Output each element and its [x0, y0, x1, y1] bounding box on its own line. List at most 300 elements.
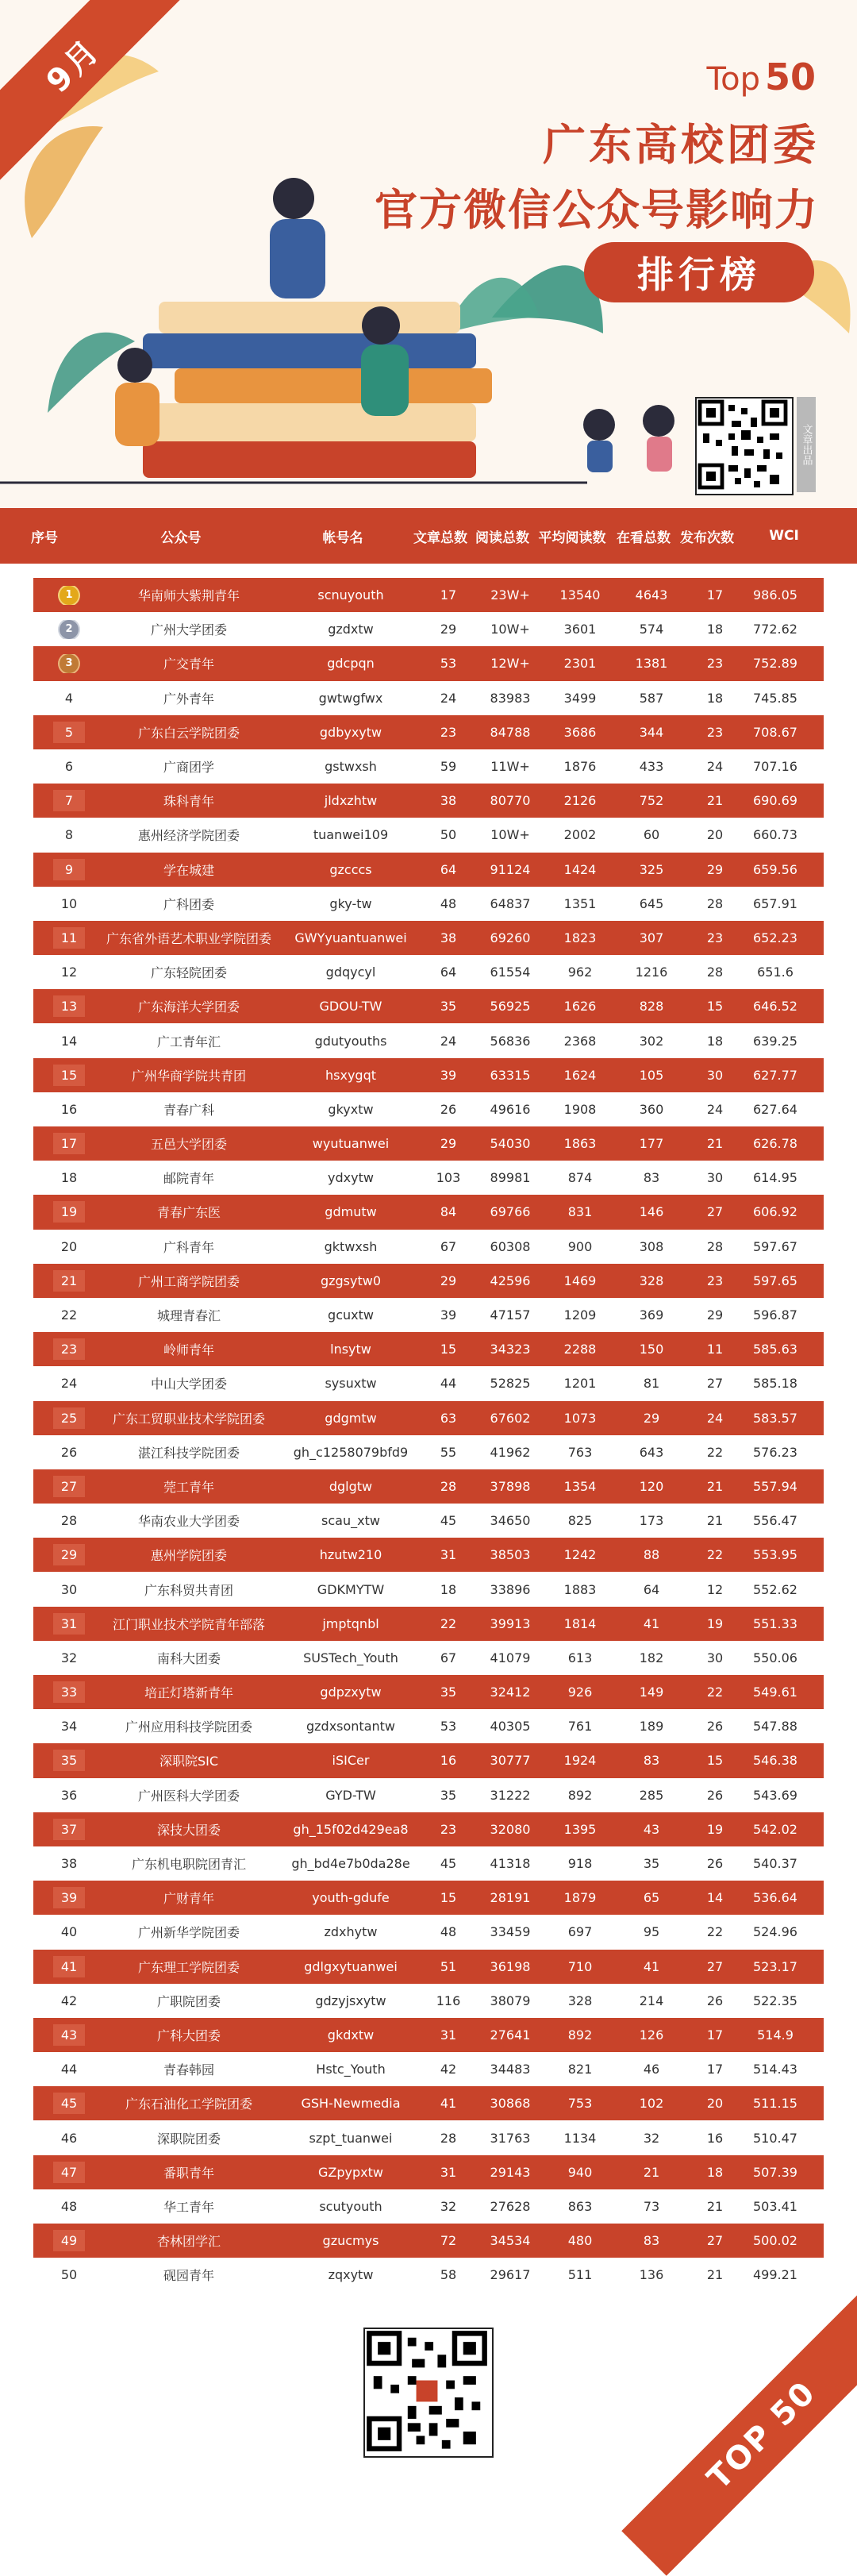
row-name: 莞工青年 — [163, 1479, 214, 1495]
row-publish: 20 — [706, 827, 724, 843]
row-rank — [41, 654, 97, 673]
row-wci: 542.02 — [753, 1821, 797, 1837]
row-looking: 344 — [639, 724, 664, 740]
row-articles: 67 — [440, 1650, 457, 1665]
row-wci: 986.05 — [753, 587, 797, 603]
row-name: 广东省外语艺术职业学院团委 — [106, 930, 271, 946]
row-name: 深职院团委 — [156, 2131, 221, 2147]
row-looking: 1216 — [635, 965, 668, 980]
row-reads: 11W+ — [490, 759, 530, 775]
row-articles: 53 — [440, 656, 457, 672]
row-avg-reads: 863 — [567, 2198, 593, 2214]
table-row — [33, 989, 824, 1023]
row-reads: 34323 — [490, 1342, 531, 1357]
row-account: scau_xtw — [321, 1513, 380, 1529]
rank-number: 41 — [53, 1956, 85, 1977]
row-reads: 49616 — [490, 1101, 531, 1117]
rank-number: 17 — [53, 1133, 85, 1154]
row-reads: 23W+ — [490, 587, 530, 603]
row-articles: 44 — [440, 1376, 457, 1392]
top-label-number: 50 — [764, 56, 816, 98]
row-account: lnsytw — [330, 1342, 371, 1357]
row-looking: 302 — [639, 1033, 664, 1049]
row-articles: 39 — [440, 1307, 457, 1323]
row-articles: 63 — [440, 1410, 457, 1426]
row-account: gh_c1258079bfd9 — [293, 1444, 409, 1460]
row-rank — [41, 1133, 97, 1154]
rank-number: 27 — [53, 1476, 85, 1497]
row-looking: 95 — [643, 1924, 660, 1940]
table-row — [33, 1572, 824, 1606]
page-title-line1: 广东高校团委 — [543, 120, 819, 170]
row-articles: 35 — [440, 1787, 457, 1803]
row-publish: 28 — [706, 895, 724, 911]
row-name: 岭师青年 — [163, 1342, 214, 1358]
row-looking: 41 — [643, 1958, 660, 1974]
gold-medal-icon: 1 — [60, 586, 79, 605]
rank-number: 38 — [60, 1856, 78, 1872]
row-name: 砚园青年 — [163, 2268, 214, 2284]
row-account: gdqycyl — [325, 965, 376, 980]
row-avg-reads: 3686 — [563, 724, 597, 740]
table-row — [33, 1915, 824, 1949]
table-row — [33, 1469, 824, 1504]
qr-caption: 文章出品 — [797, 397, 816, 492]
row-avg-reads: 1924 — [563, 1753, 597, 1769]
row-wci: 507.39 — [753, 2164, 797, 2180]
rank-number: 37 — [53, 1819, 85, 1840]
row-looking: 307 — [639, 930, 664, 945]
row-articles: 59 — [440, 759, 457, 775]
row-looking: 828 — [639, 999, 664, 1015]
row-articles: 28 — [440, 1478, 457, 1494]
row-account: ydxytw — [328, 1170, 374, 1186]
table-row — [33, 2052, 824, 2086]
row-looking: 645 — [639, 895, 664, 911]
table-row — [33, 1675, 824, 1709]
row-looking: 433 — [639, 759, 664, 775]
row-name: 邮院青年 — [163, 1171, 214, 1187]
row-looking: 29 — [643, 1410, 660, 1426]
rank-number: 21 — [53, 1270, 85, 1292]
row-name: 深技大团委 — [156, 1822, 221, 1838]
row-articles: 48 — [440, 895, 457, 911]
row-name: 广财青年 — [163, 1891, 214, 1907]
table-row — [33, 1092, 824, 1126]
row-wci: 514.9 — [757, 2027, 794, 2043]
row-publish: 27 — [706, 1376, 724, 1392]
row-rank — [41, 691, 97, 706]
table-row — [33, 1435, 824, 1469]
row-looking: 360 — [639, 1101, 664, 1117]
rank-number: 40 — [60, 1924, 78, 1940]
row-avg-reads: 1469 — [563, 1273, 597, 1288]
row-name: 深职院SIC — [159, 1754, 219, 1769]
row-rank — [41, 1476, 97, 1497]
row-name: 广东工贸职业技术学院团委 — [112, 1411, 265, 1427]
row-reads: 69766 — [490, 1204, 531, 1220]
table-row — [33, 2155, 824, 2189]
row-wci: 556.47 — [753, 1513, 797, 1529]
row-avg-reads: 613 — [567, 1650, 593, 1665]
row-wci: 646.52 — [753, 999, 797, 1015]
row-reads: 40305 — [490, 1719, 531, 1735]
row-avg-reads: 763 — [567, 1444, 593, 1460]
table-row — [33, 1126, 824, 1161]
row-account: GWYyuantuanwei — [294, 930, 407, 945]
row-wci: 597.67 — [753, 1238, 797, 1254]
row-reads: 41079 — [490, 1650, 531, 1665]
row-publish: 30 — [706, 1650, 724, 1665]
row-looking: 146 — [639, 1204, 664, 1220]
row-looking: 81 — [643, 1376, 660, 1392]
table-row — [33, 1881, 824, 1915]
row-looking: 177 — [639, 1136, 664, 1152]
row-reads: 31763 — [490, 2130, 531, 2146]
table-row — [33, 612, 824, 646]
row-reads: 89981 — [490, 1170, 531, 1186]
row-looking: 83 — [643, 1753, 660, 1769]
row-publish: 21 — [706, 1513, 724, 1529]
rank-number: 29 — [53, 1544, 85, 1565]
row-articles: 38 — [440, 793, 457, 809]
row-publish: 26 — [706, 1993, 724, 2008]
row-avg-reads: 1354 — [563, 1478, 597, 1494]
row-name: 广东海洋大学团委 — [137, 999, 240, 1015]
page-title-line2: 官方微信公众号影响力 — [375, 185, 819, 235]
row-account: dglgtw — [329, 1478, 373, 1494]
table-row — [33, 749, 824, 784]
row-avg-reads: 3601 — [563, 622, 597, 637]
row-reads: 34650 — [490, 1513, 531, 1529]
row-reads: 38079 — [490, 1993, 531, 2008]
row-reads: 32412 — [490, 1685, 531, 1700]
row-account: gdbyxytw — [319, 724, 382, 740]
row-looking: 88 — [643, 1547, 660, 1563]
row-articles: 31 — [440, 2027, 457, 2043]
row-avg-reads: 511 — [567, 2267, 593, 2283]
row-rank — [41, 827, 97, 842]
table-row — [33, 955, 824, 989]
row-publish: 29 — [706, 861, 724, 877]
table-row — [33, 1401, 824, 1435]
row-avg-reads: 1879 — [563, 1890, 597, 1906]
row-reads: 61554 — [490, 965, 531, 980]
header-looking: 在看总数 — [617, 529, 671, 546]
row-rank — [41, 2230, 97, 2251]
row-wci: 549.61 — [753, 1685, 797, 1700]
row-looking: 189 — [639, 1719, 664, 1735]
row-looking: 214 — [639, 1993, 664, 2008]
row-rank — [41, 620, 97, 639]
row-publish: 21 — [706, 793, 724, 809]
row-articles: 24 — [440, 690, 457, 706]
row-reads: 10W+ — [490, 827, 530, 843]
row-avg-reads: 1209 — [563, 1307, 597, 1323]
row-avg-reads: 328 — [567, 1993, 593, 2008]
row-account: jmptqnbl — [322, 1615, 379, 1631]
rank-number: 43 — [53, 2024, 85, 2046]
row-wci: 596.87 — [753, 1307, 797, 1323]
rank-number: 39 — [53, 1887, 85, 1908]
row-wci: 639.25 — [753, 1033, 797, 1049]
row-publish: 19 — [706, 1615, 724, 1631]
row-wci: 606.92 — [753, 1204, 797, 1220]
table-row — [33, 1846, 824, 1881]
row-avg-reads: 2002 — [563, 827, 597, 843]
row-rank — [41, 722, 97, 743]
row-publish: 17 — [706, 2062, 724, 2077]
row-avg-reads: 1626 — [563, 999, 597, 1015]
row-wci: 745.85 — [753, 690, 797, 706]
row-rank — [41, 2093, 97, 2114]
row-wci: 503.41 — [753, 2198, 797, 2214]
row-name: 五邑大学团委 — [150, 1137, 227, 1153]
row-rank — [41, 1065, 97, 1086]
row-rank — [41, 859, 97, 880]
row-publish: 30 — [706, 1067, 724, 1083]
row-publish: 27 — [706, 1204, 724, 1220]
row-rank — [41, 1613, 97, 1635]
row-looking: 136 — [639, 2267, 664, 2283]
row-wci: 536.64 — [753, 1890, 797, 1906]
row-rank — [41, 1719, 97, 1734]
table-row — [33, 1298, 824, 1332]
table-row — [33, 1195, 824, 1229]
row-account: GZpypxtw — [318, 2164, 383, 2180]
row-articles: 23 — [440, 1821, 457, 1837]
row-account: jldxzhtw — [324, 793, 378, 809]
row-avg-reads: 831 — [567, 1204, 593, 1220]
row-account: gzcccs — [329, 861, 372, 877]
row-publish: 15 — [706, 1753, 724, 1769]
row-avg-reads: 892 — [567, 1787, 593, 1803]
row-looking: 126 — [639, 2027, 664, 2043]
row-articles: 17 — [440, 587, 457, 603]
row-wci: 614.95 — [753, 1170, 797, 1186]
row-rank — [41, 1924, 97, 1939]
row-avg-reads: 1883 — [563, 1581, 597, 1597]
row-looking: 21 — [643, 2164, 660, 2180]
row-publish: 24 — [706, 759, 724, 775]
row-publish: 17 — [706, 587, 724, 603]
row-name: 广东白云学院团委 — [137, 725, 240, 741]
row-reads: 33459 — [490, 1924, 531, 1940]
row-reads: 42596 — [490, 1273, 531, 1288]
row-account: gdcpqn — [327, 656, 375, 672]
row-wci: 553.95 — [753, 1547, 797, 1563]
row-reads: 39913 — [490, 1615, 531, 1631]
row-name: 江门职业技术学院青年部落 — [112, 1616, 265, 1632]
row-reads: 27641 — [490, 2027, 531, 2043]
row-looking: 83 — [643, 2233, 660, 2249]
row-reads: 30777 — [490, 1753, 531, 1769]
row-name: 广东科贸共青团 — [144, 1582, 233, 1598]
row-wci: 627.77 — [753, 1067, 797, 1083]
ranking-badge: 排行榜 — [584, 242, 814, 302]
row-publish: 11 — [706, 1342, 724, 1357]
row-articles: 29 — [440, 622, 457, 637]
row-reads: 32080 — [490, 1821, 531, 1837]
row-publish: 23 — [706, 656, 724, 672]
table-row — [33, 1023, 824, 1057]
rank-number: 19 — [53, 1201, 85, 1223]
row-rank — [41, 1887, 97, 1908]
rank-number: 24 — [60, 1376, 78, 1392]
row-wci: 651.6 — [757, 965, 794, 980]
table-row — [33, 1743, 824, 1777]
rank-number: 26 — [60, 1444, 78, 1460]
row-account: gktwxsh — [324, 1238, 378, 1254]
table-row — [33, 1264, 824, 1298]
row-rank — [41, 2024, 97, 2046]
row-name: 中山大学团委 — [150, 1377, 227, 1392]
row-looking: 285 — [639, 1787, 664, 1803]
rank-number: 20 — [60, 1238, 78, 1254]
rank-number: 15 — [53, 1065, 85, 1086]
row-avg-reads: 1424 — [563, 861, 597, 877]
row-looking: 32 — [643, 2130, 660, 2146]
row-articles: 48 — [440, 1924, 457, 1940]
row-avg-reads: 1814 — [563, 1615, 597, 1631]
row-avg-reads: 1624 — [563, 1067, 597, 1083]
rank-number: 49 — [53, 2230, 85, 2251]
row-avg-reads: 1242 — [563, 1547, 597, 1563]
row-articles: 31 — [440, 1547, 457, 1563]
row-name: 番职青年 — [163, 2165, 214, 2181]
table-row — [33, 1161, 824, 1195]
row-rank — [41, 1856, 97, 1871]
row-name: 广科大团委 — [156, 2027, 221, 2043]
row-wci: 690.69 — [753, 793, 797, 809]
row-publish: 20 — [706, 2096, 724, 2112]
row-publish: 19 — [706, 1821, 724, 1837]
row-wci: 657.91 — [753, 895, 797, 911]
row-looking: 173 — [639, 1513, 664, 1529]
row-account: sysuxtw — [325, 1376, 377, 1392]
row-wci: 652.23 — [753, 930, 797, 945]
rank-number: 6 — [64, 759, 74, 775]
top-label-text: Top — [706, 61, 760, 98]
row-articles: 35 — [440, 1685, 457, 1700]
row-wci: 772.62 — [753, 622, 797, 637]
row-rank — [41, 995, 97, 1017]
row-rank — [41, 1650, 97, 1665]
row-publish: 26 — [706, 1719, 724, 1735]
row-account: GSH-Newmedia — [301, 2096, 401, 2112]
row-wci: 597.65 — [753, 1273, 797, 1288]
row-avg-reads: 874 — [567, 1170, 593, 1186]
rank-number: 9 — [53, 859, 85, 880]
row-publish: 26 — [706, 1787, 724, 1803]
header-reads: 阅读总数 — [475, 529, 529, 546]
rank-number: 23 — [53, 1338, 85, 1360]
header-name: 公众号 — [160, 529, 202, 546]
row-avg-reads: 2301 — [563, 656, 597, 672]
row-articles: 15 — [440, 1890, 457, 1906]
row-wci: 540.37 — [753, 1856, 797, 1872]
row-name: 广东石油化工学院团委 — [125, 2097, 252, 2112]
row-articles: 29 — [440, 1136, 457, 1152]
row-rank — [41, 1170, 97, 1185]
row-account: gzdxsontantw — [306, 1719, 396, 1735]
table-row — [33, 578, 824, 612]
row-wci: 626.78 — [753, 1136, 797, 1152]
table-row — [33, 853, 824, 887]
row-account: zqxytw — [328, 2267, 374, 2283]
row-publish: 17 — [706, 2027, 724, 2043]
row-account: gkdxtw — [327, 2027, 375, 2043]
month-ribbon: 9月 — [0, 0, 195, 187]
row-name: 广职院团委 — [156, 1993, 221, 2009]
rank-number: 35 — [53, 1750, 85, 1771]
table-row — [33, 2258, 824, 2292]
ranking-table — [0, 508, 857, 2292]
row-name: 广交青年 — [163, 657, 214, 672]
row-articles: 16 — [440, 1753, 457, 1769]
row-reads: 69260 — [490, 930, 531, 945]
header-qr-code — [695, 397, 794, 495]
table-row — [33, 681, 824, 715]
row-rank — [41, 790, 97, 811]
row-account: gzucmys — [322, 2233, 379, 2249]
row-name: 华工青年 — [163, 2199, 214, 2215]
row-wci: 511.15 — [753, 2096, 797, 2112]
top-label — [706, 56, 816, 98]
row-name: 青春韩园 — [163, 2062, 214, 2078]
row-articles: 31 — [440, 2164, 457, 2180]
row-publish: 24 — [706, 1410, 724, 1426]
table-row — [33, 1058, 824, 1092]
row-account: tuanwei109 — [313, 827, 389, 843]
row-name: 惠州经济学院团委 — [137, 828, 240, 844]
row-articles: 32 — [440, 2198, 457, 2214]
row-reads: 47157 — [490, 1307, 531, 1323]
row-rank — [41, 2131, 97, 2146]
row-looking: 1381 — [635, 656, 668, 672]
row-publish: 28 — [706, 965, 724, 980]
row-avg-reads: 2126 — [563, 793, 597, 809]
row-rank — [41, 927, 97, 949]
row-name: 广州华商学院共青团 — [131, 1068, 246, 1084]
row-looking: 149 — [639, 1685, 664, 1700]
bronze-medal-icon: 3 — [60, 654, 79, 673]
row-name: 华南师大紫荆青年 — [137, 588, 240, 604]
row-avg-reads: 13540 — [559, 587, 601, 603]
row-articles: 116 — [436, 1993, 461, 2008]
row-publish: 22 — [706, 1685, 724, 1700]
row-reads: 29143 — [490, 2164, 531, 2180]
row-avg-reads: 2368 — [563, 1033, 597, 1049]
row-publish: 14 — [706, 1890, 724, 1906]
row-articles: 42 — [440, 2062, 457, 2077]
row-account: gcuxtw — [328, 1307, 374, 1323]
header-publish: 发布次数 — [680, 529, 734, 546]
row-wci: 514.43 — [753, 2062, 797, 2077]
row-avg-reads: 3499 — [563, 690, 597, 706]
row-articles: 67 — [440, 1238, 457, 1254]
row-wci: 660.73 — [753, 827, 797, 843]
row-articles: 50 — [440, 827, 457, 843]
row-reads: 84788 — [490, 724, 531, 740]
row-name: 广工青年汇 — [156, 1034, 221, 1049]
table-body — [0, 564, 857, 2292]
row-looking: 83 — [643, 1170, 660, 1186]
row-rank — [41, 1307, 97, 1323]
row-reads: 91124 — [490, 861, 531, 877]
row-rank — [41, 1750, 97, 1771]
row-reads: 33896 — [490, 1581, 531, 1597]
